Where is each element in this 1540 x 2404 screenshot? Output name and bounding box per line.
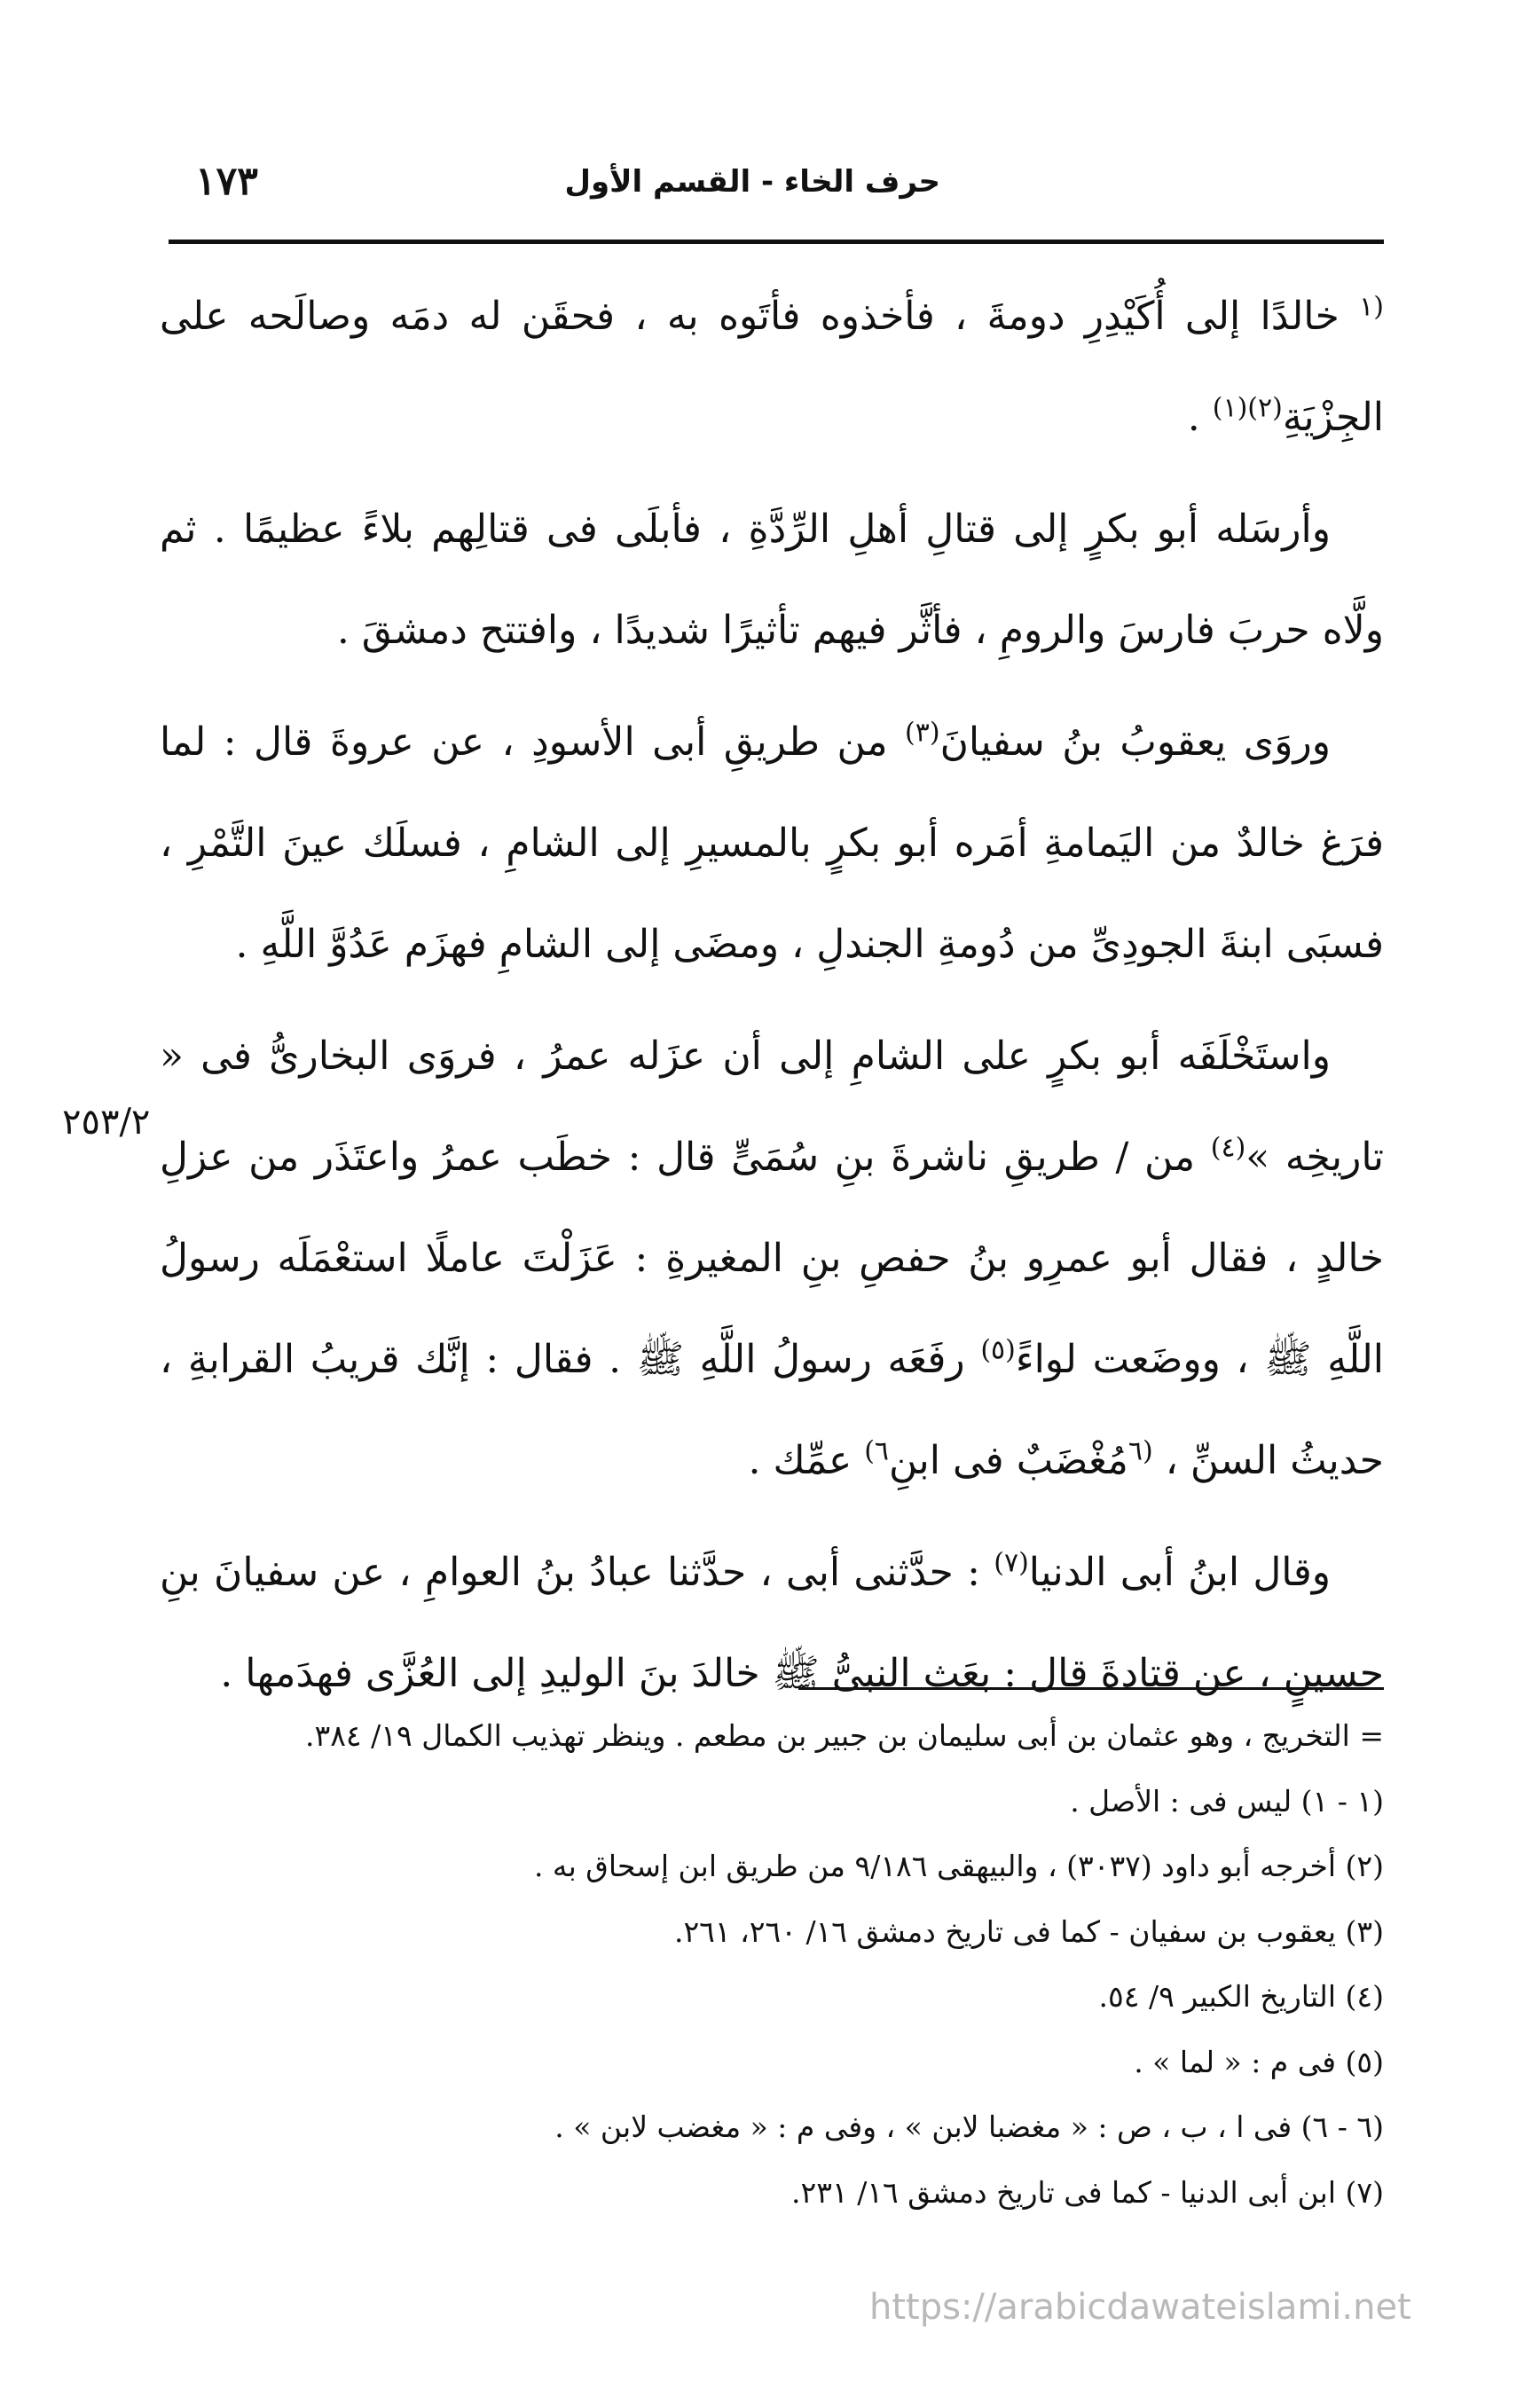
text-run: خالدًا إلى أُكَيْدِرِ دومةَ ، فأخذوه فأتَوه به ، فحقَن له دمَه وصالَحه على الجِزْيَةِ: [160, 294, 1384, 440]
footnote-reference: (٧): [994, 1547, 1029, 1579]
text-run: عمِّك .: [748, 1438, 865, 1483]
footnote-reference: (٦: [1128, 1435, 1153, 1467]
footnotes: [266, 1703, 1384, 2225]
running-head: حرف الخاء - القسم الأول: [564, 164, 940, 200]
paragraph: [160, 479, 1384, 681]
paragraph: [160, 1006, 1384, 1512]
text-run: وقال ابنُ أبى الدنيا: [1028, 1550, 1331, 1595]
footnote: (١ - ١) ليس فى : الأصل .: [1070, 1783, 1384, 1819]
footnote-reference: (٥): [980, 1334, 1016, 1366]
footnote-separator: [798, 1687, 1384, 1690]
footnote-reference: ٦): [864, 1435, 890, 1467]
page-number: ١٧٣: [195, 159, 258, 204]
footnote-reference: (٢)(١): [1212, 392, 1283, 424]
text-run: وأرسَله أبو بكرٍ إلى قتالِ أهلِ الرِّدَّةِ ، فأبلَى فى قتالِهم بلاءً عظيمًا . ثم ولَّاه حربَ فارسَ والرومِ ، فأثَّر فيهم تأثيرًا شديدًا ، وافتتح دمشقَ .: [160, 507, 1384, 653]
text-run: وروَى يعقوبُ بنُ سفيانَ: [939, 719, 1331, 765]
paragraph: [160, 1522, 1384, 1724]
text-run: واستَخْلَفَه أبو بكرٍ على الشامِ إلى أن عزَله عمرُ ، فروَى البخارىُّ فى « تاريخِه »: [160, 1033, 1385, 1180]
footnote: (٢) أخرجه أبو داود (٣٠٣٧) ، والبيهقى ٩/١٨٦ من طريق ابن إسحاق به .: [533, 1849, 1384, 1883]
watermark: https://arabicdawateislami.net: [869, 2287, 1411, 2328]
text-run: من / طريقِ ناشرةَ بنِ سُمَىٍّ قال : خطَب عمرُ واعتَذَر من عزلِ خالدٍ ، فقال أبو عمرِو بنُ حفصِ بنِ المغيرةِ : عَزَلْتَ عاملًا استعْمَلَه رسولُ اللَّهِ ﷺ ، ووضَعت لواءً: [160, 1135, 1384, 1382]
footnote: (٧) ابن أبى الدنيا - كما فى تاريخ دمشق ١٦/ ٢٣١.: [791, 2174, 1384, 2210]
footnote: (٤) التاريخ الكبير ٩/ ٥٤.: [1098, 1979, 1384, 2014]
footnote: = التخريج ، وهو عثمان بن أبى سليمان بن جبير بن مطعم . وينظر تهذيب الكمال ١٩/ ٣٨٤.: [304, 1718, 1384, 1753]
header-rule: [169, 240, 1384, 244]
text-run: مُغْضَبٌ فى ابنِ: [889, 1438, 1128, 1483]
footnote: (٦ - ٦) فى ا ، ب ، ص : « مغضبا لابن » ، وفى م : « مغضب لابن » .: [554, 2109, 1384, 2144]
text-run: رفَعَه رسولُ اللَّهِ ﷺ . فقال : إنَّك قريبُ القرابةِ ، حديثُ السنِّ ،: [160, 1337, 1384, 1483]
text-run: : حدَّثنى أبى ، حدَّثنا عبادُ بنُ العوامِ ، عن سفيانَ بنِ حسينٍ ، عن قتادةَ قال : بعَث النبىُّ ﷺ خالدَ بنَ الوليدِ إلى العُزَّى فهدَمها .: [160, 1550, 1384, 1696]
footnote-reference: (٤): [1210, 1132, 1246, 1164]
page-header: [169, 159, 1384, 226]
main-text: [160, 266, 1384, 1735]
footnote: (٥) فى م : « لما » .: [1134, 2044, 1384, 2079]
footnote: (٣) يعقوب بن سفيان - كما فى تاريخ دمشق ١٦/ ٢٦٠، ٢٦١.: [673, 1913, 1384, 1949]
paragraph: [160, 266, 1384, 468]
margin-volume-page-reference: ٢٥٣/٢: [62, 1102, 151, 1143]
footnote-reference: (١: [1359, 291, 1384, 323]
footnote-reference: (٣): [905, 717, 940, 749]
text-run: .: [1187, 395, 1213, 440]
paragraph: [160, 692, 1384, 995]
text-run: من طريقِ أبى الأسودِ ، عن عروةَ قال : لما فرَغ خالدٌ من اليَمامةِ أمَره أبو بكرٍ بالمسيرِ إلى الشامِ ، فسلَك عينَ التَّمْرِ ، فسبَى ابنةَ الجودِىِّ من دُومةِ الجندلِ ، ومضَى إلى الشامِ فهزَم عَدُوَّ اللَّهِ .: [160, 719, 1384, 967]
